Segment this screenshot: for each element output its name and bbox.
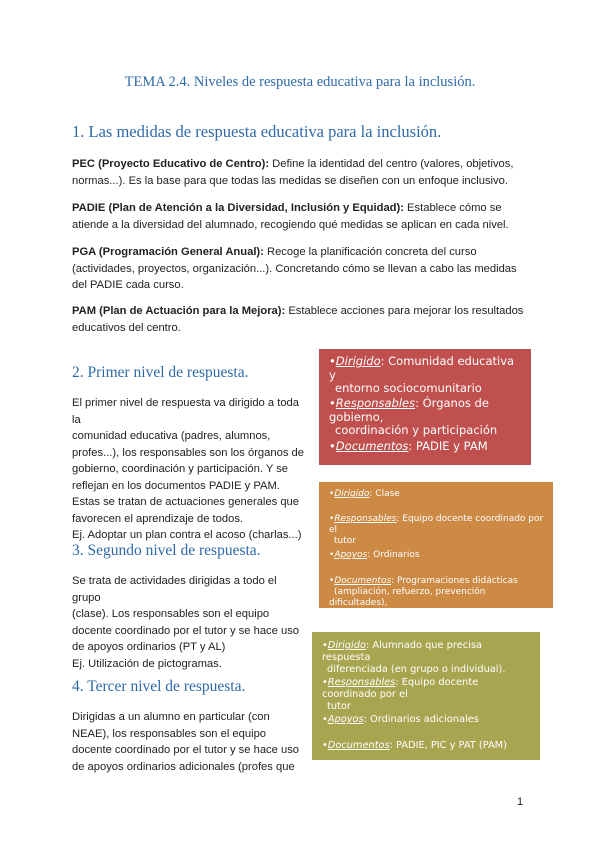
first-level-summary-box (319, 349, 531, 465)
section2-heading: 2. Primer nivel de respuesta. (72, 364, 249, 381)
box1-doc-key: Documentos (335, 439, 409, 453)
box1-resp-text-1: : Órganos de gobierno, (329, 396, 489, 424)
pec-text-1: Define la identidad del centro (valores, objetivos, (269, 158, 514, 170)
bullet: • (329, 576, 335, 586)
section3-line: Se trata de actividades dirigidas a todo el grupo (72, 575, 277, 604)
section1-heading: 1. Las medidas de respuesta educativa para la inclusión. (72, 122, 442, 141)
box1-resp-text-2: coordinación y participación (335, 423, 498, 437)
section3-heading: 3. Segundo nivel de respuesta. (72, 542, 261, 559)
section2-line: Ej. Adoptar un plan contra el acoso (charlas...) (72, 529, 302, 541)
section2-line: Estas se tratan de actuaciones generales que (72, 496, 300, 508)
box2-doc-text-1: : Programaciones didácticas (391, 576, 518, 586)
bullet: • (329, 489, 335, 499)
box3-dirigido-key: Dirigido (327, 640, 366, 651)
pam-paragraph (72, 303, 532, 336)
bullet: • (329, 550, 335, 560)
section4-line: docente coordinado por el tutor y se hace uso (72, 744, 300, 756)
box2-documentos (319, 576, 553, 620)
box3-resp-text-2: tutor (327, 701, 351, 712)
section2-line: El primer nivel de respuesta va dirigido a toda la (72, 397, 299, 426)
pga-text-3: del PADIE cada curso. (72, 279, 184, 291)
box2-resp-key: Responsables (334, 514, 397, 524)
section2-line: profes...), los responsables son los órganos de (72, 446, 304, 459)
box3-apoyos (312, 714, 540, 726)
pam-text-2: educativos del centro. (72, 321, 181, 334)
bullet: • (329, 396, 336, 410)
section3-line: de apoyos ordinarios (PT y AL) (72, 641, 226, 653)
padie-paragraph (72, 200, 532, 233)
section4-line: de apoyos ordinarios adicionales (profes que (72, 760, 295, 773)
section2-line: comunidad educativa (padres, alumnos, (72, 430, 271, 442)
pga-term: PGA (Programación General Anual): (72, 246, 264, 258)
box3-resp-key: Responsables (327, 677, 396, 688)
box2-doc-text-2: (ampliación, refuerzo, prevención dificultades), (329, 587, 486, 608)
box3-responsables (312, 677, 540, 713)
section3-line: (clase). Los responsables son el equipo (72, 608, 270, 620)
box2-responsables (319, 514, 553, 547)
box3-dirigido-text-1: : Alumnado que precisa respuesta (322, 640, 482, 663)
padie-term: PADIE (Plan de Atención a la Diversidad, Inclusión y Equidad): (72, 202, 404, 214)
padie-text-2: atiende a la diversidad del alumnado, recogiendo qué medidas se aplican en cada nivel. (72, 218, 509, 231)
box1-doc-text: : PADIE y PAM (408, 439, 488, 453)
pga-text-2: (actividades, proyectos, organización...). Concretando cómo se llevan a cabo las medidas (72, 262, 517, 275)
pec-text-2: normas...). Es la base para que todas las medidas se diseñen con un enfoque inclusivo. (72, 174, 508, 187)
box1-responsables (319, 397, 531, 438)
section2-paragraph (72, 395, 304, 544)
pam-text-1: Establece acciones para mejorar los resultados (285, 305, 524, 317)
box2-dirigido (319, 489, 553, 500)
section4-heading: 4. Tercer nivel de respuesta. (72, 678, 246, 695)
box2-doc-text-3: PIC y PAT (PAM) (334, 609, 404, 619)
bullet: • (329, 439, 336, 453)
box3-resp-text-1: : Equipo docente coordinado por el (322, 677, 479, 700)
pec-term: PEC (Proyecto Educativo de Centro): (72, 158, 270, 170)
bullet: • (322, 714, 328, 725)
section2-line: favorecen el aprendizaje de todos. (72, 512, 244, 525)
section3-line: Ej. Utilización de pictogramas. (72, 657, 222, 670)
box1-dirigido-key: Dirigido (335, 354, 381, 368)
box3-apoyos-text: : Ordinarios adicionales (363, 714, 479, 725)
box2-apoyos-text: : Ordinarios (367, 550, 420, 560)
section3-line: docente coordinado por el tutor y se hace uso (72, 624, 300, 637)
box1-resp-key: Responsables (335, 396, 416, 410)
section4-line: NEAE), los responsables son el equipo (72, 727, 267, 740)
box3-doc-key: Documentos (327, 740, 390, 751)
pga-paragraph (72, 244, 532, 294)
box1-documentos (319, 440, 531, 454)
box2-dirigido-key: Dirigido (334, 489, 370, 499)
third-level-summary-box (312, 632, 540, 760)
section2-line: gobierno, coordinación y participación. Y se (72, 463, 289, 475)
box3-doc-text: : PADIE, PIC y PAT (PAM) (389, 740, 507, 751)
box1-dirigido (319, 355, 531, 396)
box2-resp-text-1: : Equipo docente coordinado por el (329, 514, 544, 535)
section3-paragraph (72, 573, 304, 672)
section4-paragraph (72, 709, 304, 775)
box3-dirigido (312, 640, 540, 676)
box1-dirigido-text-2: entorno sociocomunitario (335, 381, 482, 395)
bullet: • (322, 640, 328, 651)
box2-resp-text-2: tutor (334, 536, 356, 546)
section4-line: Dirigidas a un alumno en particular (con (72, 711, 270, 723)
pec-paragraph (72, 156, 532, 189)
box2-apoyos-key: Apoyos (334, 550, 368, 560)
second-level-summary-box (319, 482, 553, 619)
pam-term: PAM (Plan de Actuación para la Mejora): (72, 305, 286, 317)
box2-apoyos (319, 550, 553, 561)
box3-apoyos-key: Apoyos (327, 714, 364, 725)
pga-text-1: Recoge la planificación concreta del curso (263, 246, 477, 258)
document-title: TEMA 2.4. Niveles de respuesta educativa para la inclusión. (124, 74, 476, 90)
box2-doc-key: Documentos (334, 576, 392, 586)
padie-text-1: Establece cómo se (403, 202, 502, 214)
box3-dirigido-text-2: diferenciada (en grupo o individual). (327, 664, 506, 675)
bullet: • (329, 514, 335, 524)
section2-line: reflejan en los documentos PADIE y PAM. (72, 479, 280, 492)
box3-documentos (312, 740, 540, 752)
box1-dirigido-text-1: : Comunidad educativa y (329, 354, 515, 382)
bullet: • (322, 677, 328, 688)
bullet: • (329, 354, 336, 368)
box2-dirigido-text: : Clase (369, 489, 400, 499)
bullet: • (322, 740, 328, 751)
page-number: 1 (517, 796, 524, 808)
